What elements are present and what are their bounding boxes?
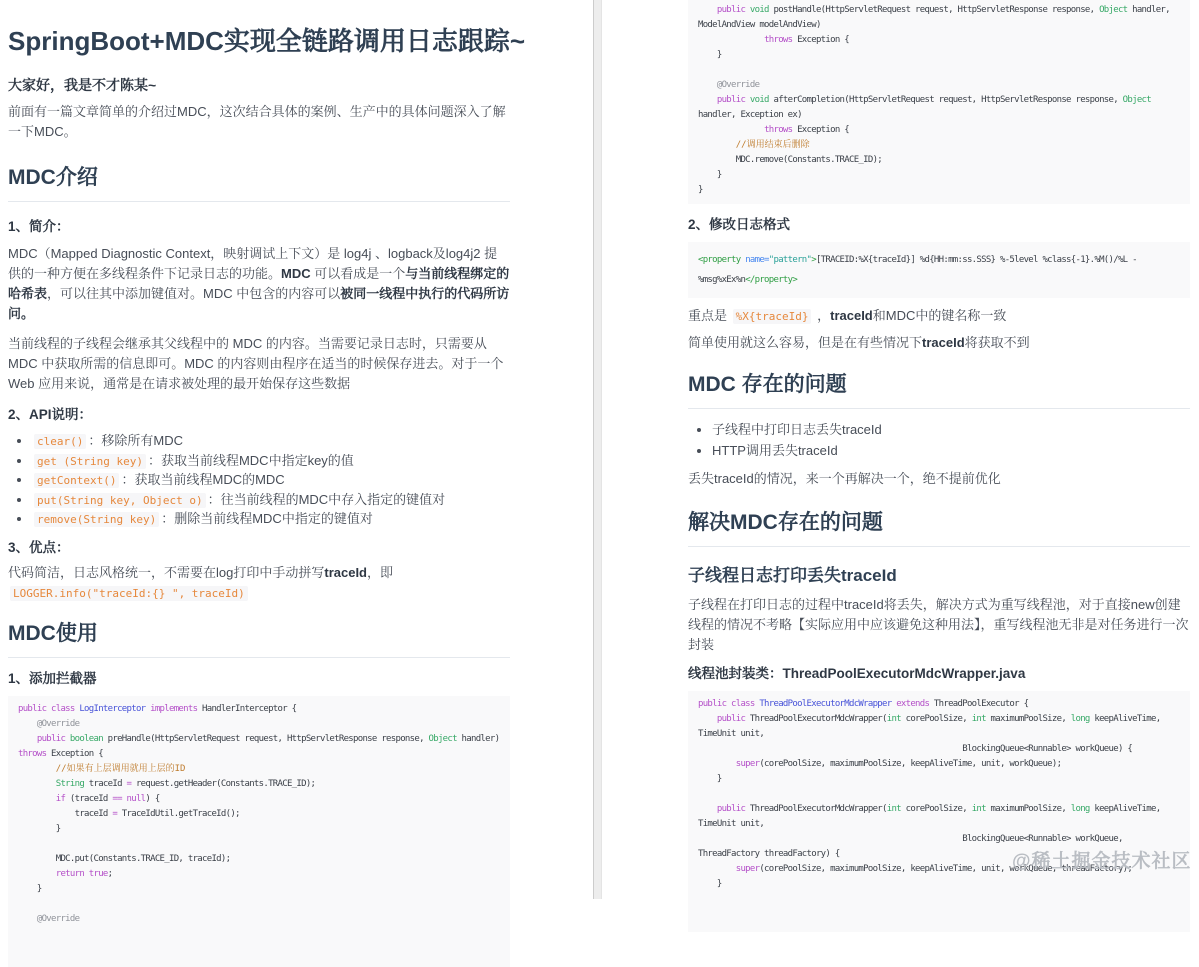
paragraph-problem-note: 丢失traceId的情况，来一个再解决一个，绝不提前优化 xyxy=(688,471,1001,486)
left-page xyxy=(0,0,593,924)
paragraph-mdc-definition: MDC（Mapped Diagnostic Context，映射调试上下文）是 log4j 、logback及log4j2 提供的一种方便在多线程条件下记录日志的功能。MDC 可以看成是一个与当前线程绑定的哈希表，可以往其中添加键值对。MDC 中包含的内容可以被同一线程中执行的代码所访问。 xyxy=(8,246,510,321)
paragraph-mdc-inherit: 当前线程的子线程会继承其父线程中的 MDC 的内容。当需要记录日志时，只需要从 MDC 中获取所需的信息即可。MDC 的内容则由程序在适当的时候保存进去。对于一个 Web 应用来说，通常是在请求被处理的最开始保存这些数据 xyxy=(8,336,504,391)
subsection-heading-child-thread: 子线程日志打印丢失traceId xyxy=(688,566,897,585)
watermark: @稀土掘金技术社区 xyxy=(1012,851,1192,872)
problem-list xyxy=(688,419,1190,461)
list-item: • HTTP调用丢失traceId xyxy=(712,440,1190,461)
paragraph-simple-use: 简单使用就这么容易，但是在有些情况下traceId将获取不到 xyxy=(688,335,1030,350)
subheading-interceptor: 1、添加拦截器 xyxy=(8,670,97,686)
code-block-threadpool-wrapper: public class ThreadPoolExecutorMdcWrapper extends ThreadPoolExecutor { public ThreadPoolExecutorMdcWrapper(int corePoolSize, int maximumPoolSize, long keepAliveTime, TimeUnit unit, BlockingQueue<Runnable> workQueue) { super(corePoolSize, maximumPoolSize, keepAliveTime, unit, workQueue); } public ThreadPoolExecutorMdcWrapper(int corePoolSize, int maximumPoolSize, long keepAliveTime, TimeUnit unit, BlockingQueue<Runnable> workQueue, ThreadFactory threadFactory) { super(corePoolSize, maximumPoolSize, keepAliveTime, unit, workQueue, threadFactory); } xyxy=(688,691,1190,932)
subheading-brief: 1、简介： xyxy=(8,219,70,234)
article-title: SpringBoot+MDC实现全链路调用日志跟踪~ xyxy=(8,26,526,56)
subheading-advantage: 3、优点： xyxy=(8,539,70,555)
list-item: • put(String key, Object o) ：往当前线程的MDC中存入指定的键值对 xyxy=(32,491,510,510)
list-item: • get (String key) ：获取当前线程MDC中指定key的值 xyxy=(32,452,510,471)
list-item: • remove(String key) ：删除当前线程MDC中指定的键值对 xyxy=(32,510,510,529)
list-item: • 子线程中打印日志丢失traceId xyxy=(712,419,1190,440)
section-heading-mdc-use: MDC使用 xyxy=(8,620,510,658)
paragraph-pattern-key: 重点是 %X{traceId} ，traceId和MDC中的键名称一致 xyxy=(688,308,1007,323)
list-item: • clear() ：移除所有MDC xyxy=(32,432,510,451)
api-method-list xyxy=(8,432,510,529)
intro-paragraph: 前面有一篇文章简单的介绍过MDC，这次结合具体的案例、生产中的具体问题深入了解一下MDC。 xyxy=(8,104,506,139)
right-page xyxy=(602,0,1199,899)
code-block-interceptor-continued: public void postHandle(HttpServletRequest request, HttpServletResponse response, Object handler, ModelAndView modelAndView) throws Exception { } @Override public void afterCompletion(HttpServletRequest request, HttpServletResponse response, Object handler, Exception ex) throws Exception { //调用结束后删除 MDC.remove(Constants.TRACE_ID); } } xyxy=(688,0,1190,204)
greeting-line: 大家好，我是不才陈某~ xyxy=(8,77,157,93)
page-divider xyxy=(593,0,602,899)
code-block-log-pattern: <property name="pattern">[TRACEID:%X{traceId}] %d{HH:mm:ss.SSS} %-5level %class{-1}.%M()/%L - %msg%xEx%n</property> xyxy=(688,242,1190,298)
subheading-log-format: 2、修改日志格式 xyxy=(688,217,791,232)
section-heading-mdc-problems: MDC 存在的问题 xyxy=(688,371,1190,409)
section-heading-mdc-intro: MDC介绍 xyxy=(8,164,510,202)
subheading-api: 2、API说明： xyxy=(8,407,93,422)
paragraph-advantage: 代码简洁，日志风格统一，不需要在log打印中手动拼写traceId，即 LOGGER.info("traceId:{} ", traceId) xyxy=(8,564,394,600)
section-heading-solve-problems: 解决MDC存在的问题 xyxy=(688,509,1190,547)
wrapper-file-label: 线程池封装类：ThreadPoolExecutorMdcWrapper.java xyxy=(688,666,1026,681)
paragraph-solve-desc: 子线程在打印日志的过程中traceId将丢失，解决方式为重写线程池，对于直接new创建线程的情况不考略【实际应用中应该避免这种用法】，重写线程池无非是对任务进行一次封装 xyxy=(688,597,1189,652)
code-block-interceptor: public class LogInterceptor implements HandlerInterceptor { @Override public boolean preHandle(HttpServletRequest request, HttpServletResponse response, Object handler) throws Exception { //如果有上层调用就用上层的ID String traceId = request.getHeader(Constants.TRACE_ID); if (traceId == null) { traceId = TraceIdUtil.getTraceId(); } MDC.put(Constants.TRACE_ID, traceId); return true; } @Override xyxy=(8,696,510,967)
list-item: • getContext() ：获取当前线程MDC的MDC xyxy=(32,471,510,490)
